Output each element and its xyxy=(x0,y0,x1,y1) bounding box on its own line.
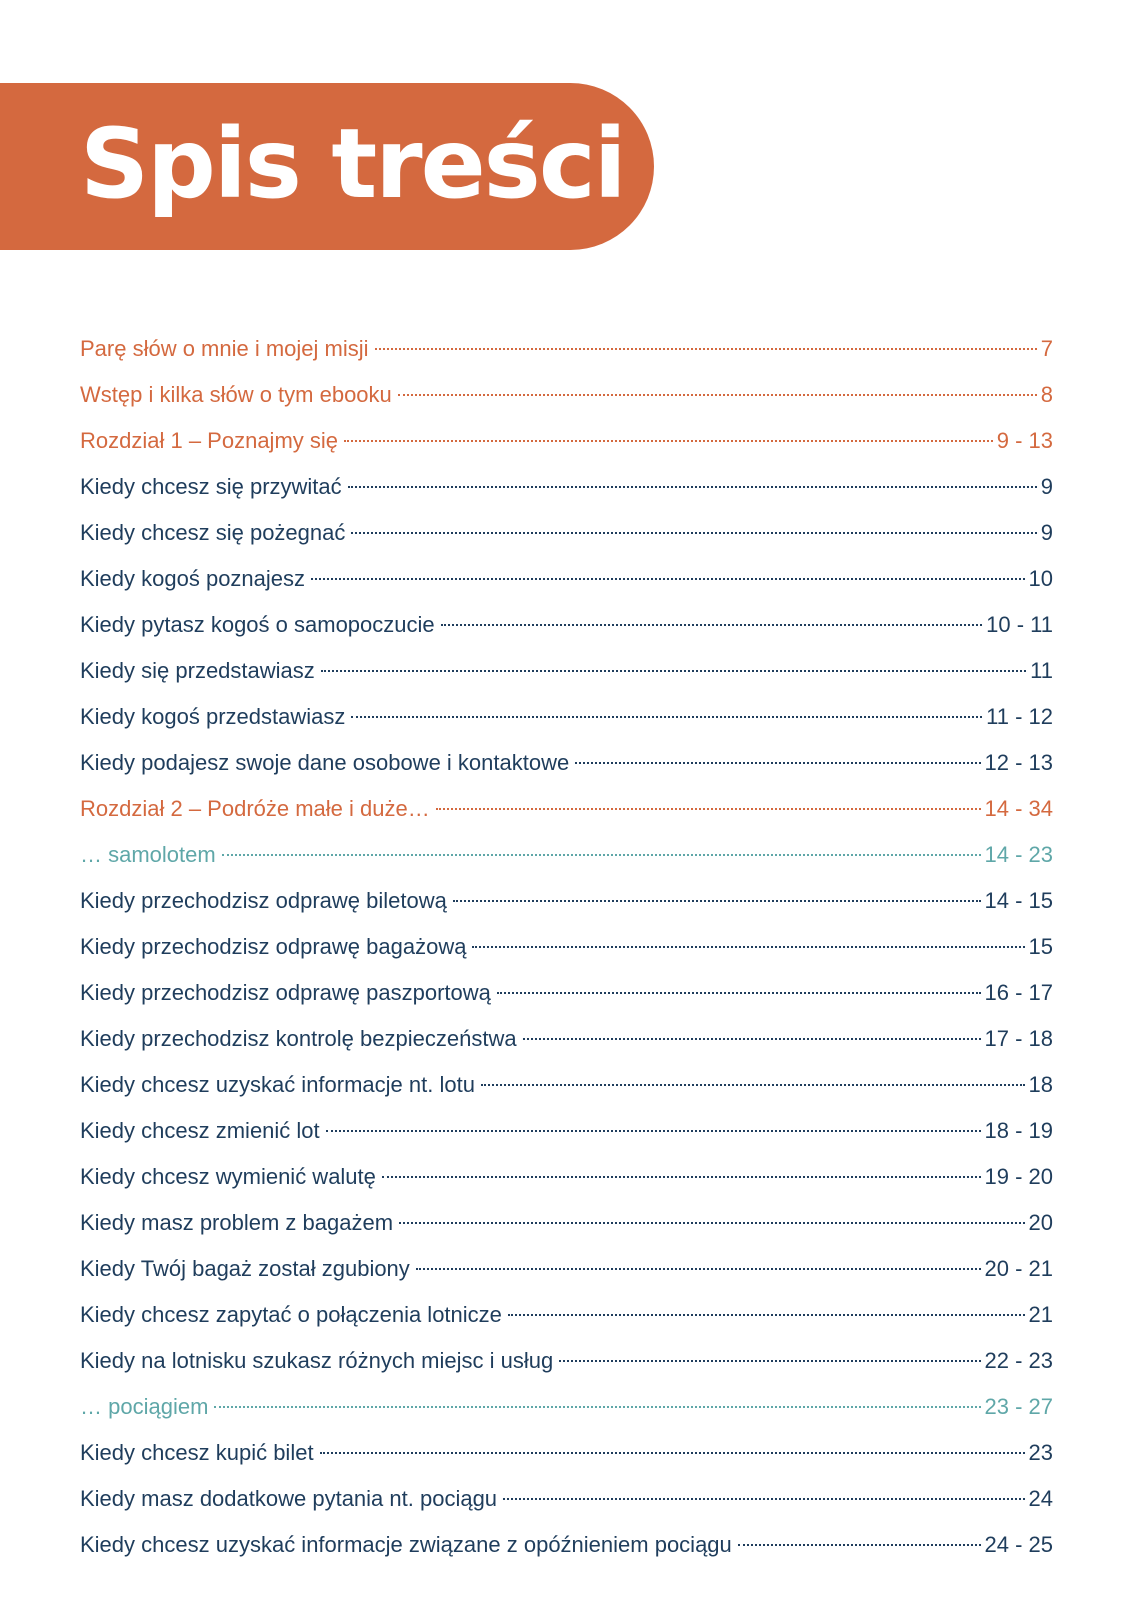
toc-dot-leader xyxy=(436,808,981,810)
toc-entry-pages: 20 - 21 xyxy=(984,1256,1053,1281)
toc-entry-label: Kiedy masz dodatkowe pytania nt. pociągu xyxy=(80,1486,498,1511)
toc-entry-pages: 18 - 19 xyxy=(984,1118,1053,1143)
toc-entry-pages: 9 - 13 xyxy=(996,428,1053,453)
toc-dot-leader xyxy=(311,578,1024,580)
toc-entry-label: Kiedy chcesz uzyskać informacje związane z opóźnieniem pociągu xyxy=(80,1532,732,1557)
toc-dot-leader xyxy=(559,1360,980,1362)
toc-entry-11[interactable] xyxy=(80,786,1053,832)
toc-entry-label: Kiedy kogoś przedstawiasz xyxy=(80,704,346,729)
toc-entry-label: Kiedy Twój bagaż został zgubiony xyxy=(80,1256,410,1281)
toc-entry-label: Kiedy chcesz zmienić lot xyxy=(80,1118,320,1143)
toc-entry-pages: 24 xyxy=(1028,1486,1053,1511)
toc-entry-14[interactable] xyxy=(80,924,1053,970)
toc-entry-pages: 22 - 23 xyxy=(984,1348,1053,1373)
toc-dot-leader xyxy=(320,1452,1025,1454)
toc-entry-pages: 14 - 34 xyxy=(984,796,1053,821)
toc-entry-label: Wstęp i kilka słów o tym ebooku xyxy=(80,382,392,407)
toc-entry-16[interactable] xyxy=(80,1016,1053,1062)
toc-entry-8[interactable] xyxy=(80,648,1053,694)
toc-entry-pages: 10 xyxy=(1028,566,1053,591)
toc-entry-27[interactable] xyxy=(80,1522,1053,1568)
toc-entry-17[interactable] xyxy=(80,1062,1053,1108)
toc-entry-7[interactable] xyxy=(80,602,1053,648)
toc-dot-leader xyxy=(453,900,981,902)
toc-dot-leader xyxy=(398,394,1037,396)
toc-entry-5[interactable] xyxy=(80,510,1053,556)
toc-dot-leader xyxy=(214,1406,980,1408)
toc-entry-pages: 14 - 15 xyxy=(984,888,1053,913)
toc-entry-label: Kiedy chcesz wymienić walutę xyxy=(80,1164,376,1189)
toc-entry-19[interactable] xyxy=(80,1154,1053,1200)
toc-entry-10[interactable] xyxy=(80,740,1053,786)
toc-dot-leader xyxy=(351,716,982,718)
toc-dot-leader xyxy=(472,946,1024,948)
toc-entry-25[interactable] xyxy=(80,1430,1053,1476)
toc-entry-label: Kiedy się przedstawiasz xyxy=(80,658,315,683)
toc-dot-leader xyxy=(222,854,981,856)
toc-entry-26[interactable] xyxy=(80,1476,1053,1522)
toc-dot-leader xyxy=(382,1176,981,1178)
toc-dot-leader xyxy=(523,1038,981,1040)
toc-entry-label: Kiedy pytasz kogoś o samopoczucie xyxy=(80,612,435,637)
toc-entry-label: Kiedy chcesz zapytać o połączenia lotnicze xyxy=(80,1302,502,1327)
toc-entry-label: Kiedy chcesz uzyskać informacje nt. lotu xyxy=(80,1072,475,1097)
toc-dot-leader xyxy=(399,1222,1024,1224)
toc-dot-leader xyxy=(481,1084,1025,1086)
toc-entry-pages: 15 xyxy=(1028,934,1053,959)
toc-entry-label: … pociągiem xyxy=(80,1394,209,1419)
toc-dot-leader xyxy=(326,1130,981,1132)
toc-entry-label: Kiedy kogoś poznajesz xyxy=(80,566,306,591)
toc-entry-label: Kiedy podajesz swoje dane osobowe i kontaktowe xyxy=(80,750,570,775)
toc-entry-label: Kiedy chcesz się pożegnać xyxy=(80,520,346,545)
toc-entry-24[interactable] xyxy=(80,1384,1053,1430)
toc-entry-label: Kiedy przechodzisz odprawę biletową xyxy=(80,888,447,913)
toc-entry-pages: 18 xyxy=(1028,1072,1053,1097)
toc-dot-leader xyxy=(503,1498,1024,1500)
toc-entry-pages: 21 xyxy=(1028,1302,1053,1327)
page-title: Spis treści xyxy=(80,108,625,220)
toc-dot-leader xyxy=(497,992,981,994)
toc-entry-pages: 23 - 27 xyxy=(984,1394,1053,1419)
toc-entry-23[interactable] xyxy=(80,1338,1053,1384)
toc-entry-pages: 11 - 12 xyxy=(986,704,1053,729)
toc-entry-label: Kiedy przechodzisz odprawę bagażową xyxy=(80,934,467,959)
toc-entry-label: Rozdział 1 – Poznajmy się xyxy=(80,428,339,453)
toc-dot-leader xyxy=(344,440,993,442)
toc-entry-1[interactable] xyxy=(80,326,1053,372)
toc-entry-pages: 20 xyxy=(1028,1210,1053,1235)
toc-dot-leader xyxy=(738,1544,981,1546)
toc-entry-2[interactable] xyxy=(80,372,1053,418)
toc-entry-pages: 12 - 13 xyxy=(984,750,1053,775)
toc-entry-9[interactable] xyxy=(80,694,1053,740)
toc-entry-22[interactable] xyxy=(80,1292,1053,1338)
toc-entry-20[interactable] xyxy=(80,1200,1053,1246)
toc-dot-leader xyxy=(351,532,1036,534)
toc-entry-label: Kiedy przechodzisz odprawę paszportową xyxy=(80,980,491,1005)
toc-entry-pages: 16 - 17 xyxy=(984,980,1053,1005)
toc-entry-pages: 9 xyxy=(1040,474,1053,499)
toc-entry-pages: 24 - 25 xyxy=(984,1532,1053,1557)
toc-entry-18[interactable] xyxy=(80,1108,1053,1154)
toc-dot-leader xyxy=(441,624,983,626)
toc-entry-15[interactable] xyxy=(80,970,1053,1016)
toc-entry-pages: 23 xyxy=(1028,1440,1053,1465)
toc-entry-label: Kiedy chcesz się przywitać xyxy=(80,474,342,499)
toc-entry-4[interactable] xyxy=(80,464,1053,510)
toc-entry-pages: 9 xyxy=(1040,520,1053,545)
toc-entry-label: … samolotem xyxy=(80,842,216,867)
toc-entry-pages: 10 - 11 xyxy=(986,612,1053,637)
toc-dot-leader xyxy=(321,670,1026,672)
toc-entry-label: Kiedy chcesz kupić bilet xyxy=(80,1440,314,1465)
toc-entry-pages: 19 - 20 xyxy=(984,1164,1053,1189)
toc-entry-label: Parę słów o mnie i mojej misji xyxy=(80,336,369,361)
toc-entry-label: Kiedy przechodzisz kontrolę bezpieczeństwa xyxy=(80,1026,517,1051)
toc-entry-6[interactable] xyxy=(80,556,1053,602)
toc-entry-label: Rozdział 2 – Podróże małe i duże… xyxy=(80,796,430,821)
toc-entry-pages: 14 - 23 xyxy=(984,842,1053,867)
toc-dot-leader xyxy=(375,348,1037,350)
toc-dot-leader xyxy=(508,1314,1025,1316)
toc-entry-13[interactable] xyxy=(80,878,1053,924)
toc-entry-pages: 8 xyxy=(1040,382,1053,407)
toc-entry-pages: 11 xyxy=(1030,658,1053,683)
toc-entry-pages: 17 - 18 xyxy=(984,1026,1053,1051)
toc-entry-3[interactable] xyxy=(80,418,1053,464)
toc-entry-12[interactable] xyxy=(80,832,1053,878)
toc-entry-pages: 7 xyxy=(1040,336,1053,361)
toc-dot-leader xyxy=(416,1268,981,1270)
table-of-contents xyxy=(80,326,1053,1568)
toc-dot-leader xyxy=(575,762,980,764)
toc-entry-label: Kiedy masz problem z bagażem xyxy=(80,1210,394,1235)
toc-dot-leader xyxy=(348,486,1037,488)
toc-entry-21[interactable] xyxy=(80,1246,1053,1292)
toc-entry-label: Kiedy na lotnisku szukasz różnych miejsc i usług xyxy=(80,1348,554,1373)
